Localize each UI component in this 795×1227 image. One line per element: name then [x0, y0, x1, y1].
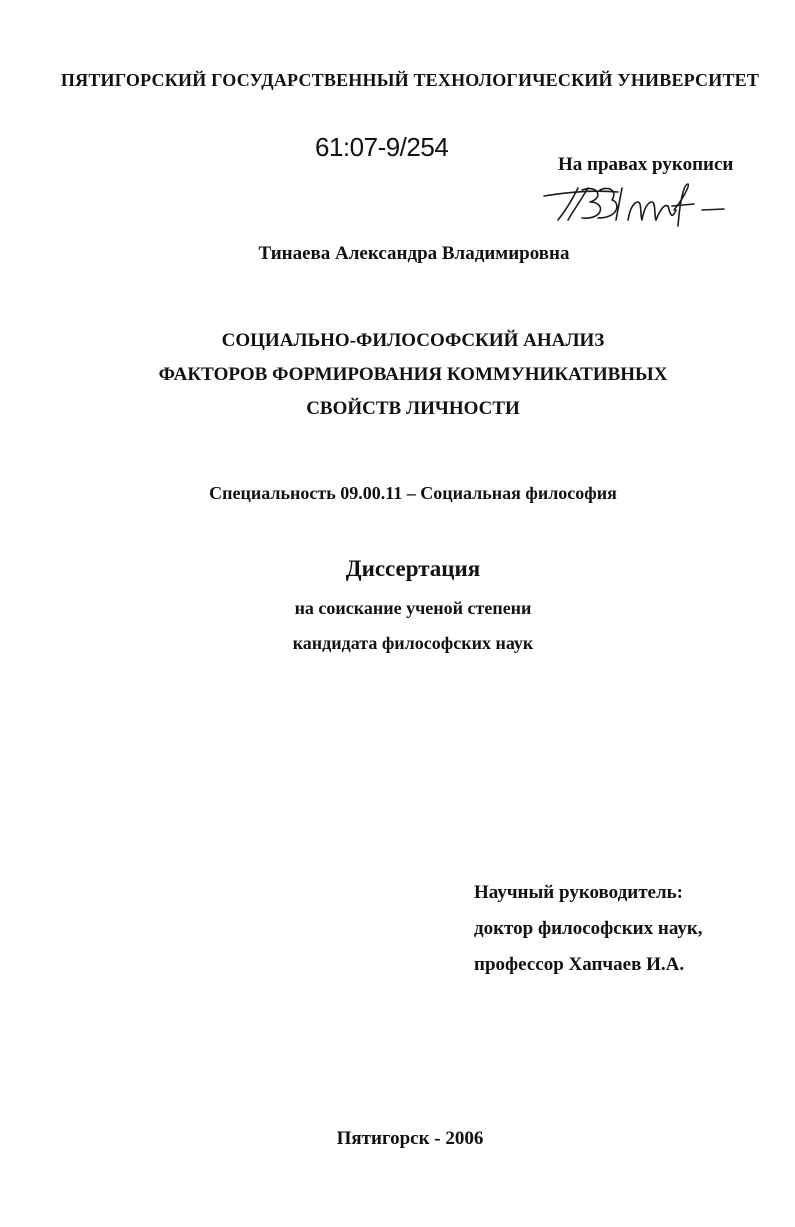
supervisor-block	[474, 875, 703, 983]
author-name: Тинаева Александра Владимировна	[258, 243, 570, 264]
title-line: СОЦИАЛЬНО-ФИЛОСОФСКИЙ АНАЛИЗ	[221, 330, 605, 351]
supervisor-degree: доктор философских наук,	[474, 918, 703, 939]
dissertation-title	[0, 324, 795, 426]
degree-line: кандидата философских наук	[292, 633, 534, 653]
specialty-line: Специальность 09.00.11 – Социальная философия	[209, 483, 617, 503]
document-type: Диссертация	[345, 556, 481, 581]
manuscript-rights: На правах рукописи	[558, 154, 734, 175]
university-name: ПЯТИГОРСКИЙ ГОСУДАРСТВЕННЫЙ ТЕХНОЛОГИЧЕСКИЙ УНИВЕРСИТЕТ	[60, 70, 760, 90]
supervisor-heading: Научный руководитель:	[474, 882, 683, 903]
handwritten-signature	[538, 180, 728, 230]
degree-line: на соискание ученой степени	[294, 598, 532, 618]
supervisor-name: профессор Хапчаев И.А.	[474, 954, 685, 975]
city-year: Пятигорск - 2006	[336, 1128, 484, 1149]
title-line: ФАКТОРОВ ФОРМИРОВАНИЯ КОММУНИКАТИВНЫХ	[158, 364, 668, 385]
title-line: СВОЙСТВ ЛИЧНОСТИ	[306, 398, 520, 419]
catalog-code: 61:07-9/254	[315, 132, 449, 162]
